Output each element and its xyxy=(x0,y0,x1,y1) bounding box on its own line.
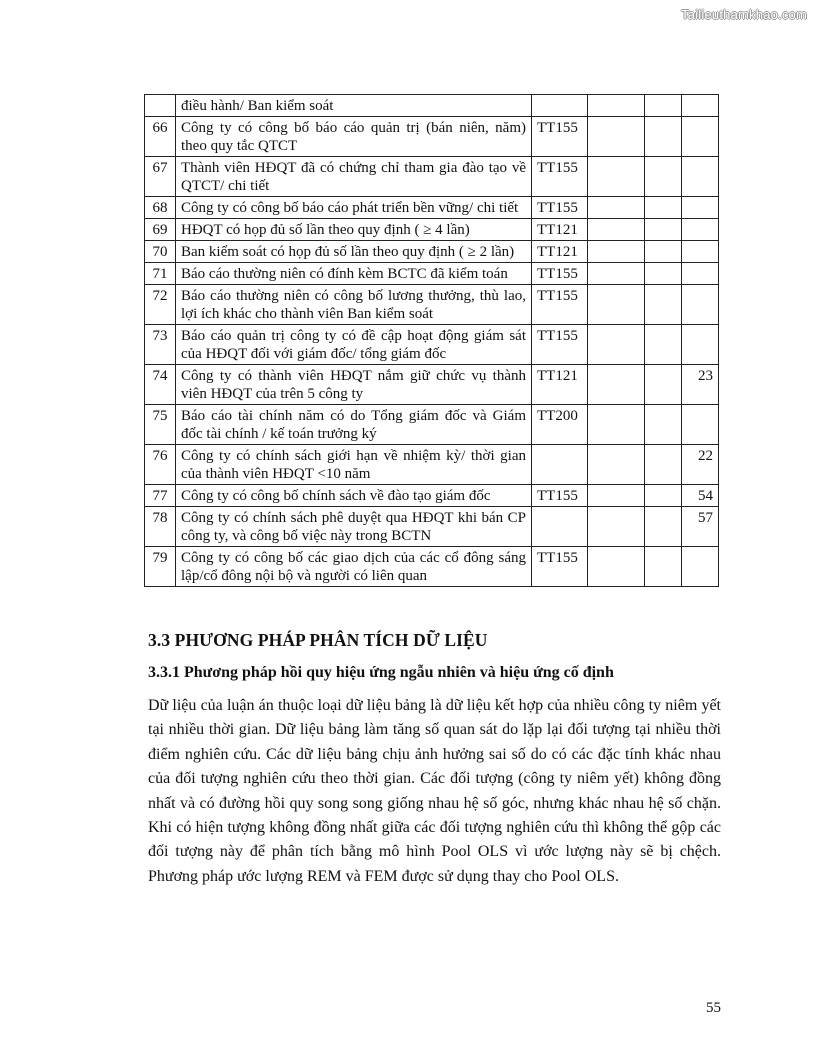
cell-b xyxy=(645,445,682,485)
cell-a xyxy=(588,365,645,405)
cell-b xyxy=(645,285,682,325)
row-number: 76 xyxy=(145,445,176,485)
criterion-text: Báo cáo thường niên có đính kèm BCTC đã kiểm toán xyxy=(176,263,532,285)
row-number: 75 xyxy=(145,405,176,445)
cell-c: 23 xyxy=(682,365,719,405)
table-row xyxy=(145,445,719,485)
cell-c xyxy=(682,325,719,365)
cell-c xyxy=(682,95,719,117)
cell-a xyxy=(588,157,645,197)
row-number: 68 xyxy=(145,197,176,219)
source-code: TT155 xyxy=(532,547,588,587)
criterion-text: Công ty có chính sách giới hạn về nhiệm kỳ/ thời gian của thành viên HĐQT <10 năm xyxy=(176,445,532,485)
cell-a xyxy=(588,285,645,325)
cell-c xyxy=(682,219,719,241)
source-code xyxy=(532,445,588,485)
row-number: 78 xyxy=(145,507,176,547)
source-code: TT155 xyxy=(532,197,588,219)
cell-a xyxy=(588,547,645,587)
source-code: TT155 xyxy=(532,157,588,197)
table-row xyxy=(145,485,719,507)
source-code: TT121 xyxy=(532,241,588,263)
source-code xyxy=(532,507,588,547)
criterion-text: Công ty có công bố báo cáo quản trị (bán niên, năm) theo quy tắc QTCT xyxy=(176,117,532,157)
row-number: 73 xyxy=(145,325,176,365)
cell-b xyxy=(645,507,682,547)
cell-c xyxy=(682,547,719,587)
section-title: 3.3 PHƯƠNG PHÁP PHÂN TÍCH DỮ LIỆU xyxy=(148,630,488,650)
criterion-text: Báo cáo tài chính năm có do Tổng giám đốc và Giám đốc tài chính / kế toán trưởng ký xyxy=(176,405,532,445)
cell-b xyxy=(645,405,682,445)
cell-a xyxy=(588,263,645,285)
table-row xyxy=(145,285,719,325)
table-row xyxy=(145,405,719,445)
row-number: 69 xyxy=(145,219,176,241)
cell-b xyxy=(645,219,682,241)
cell-b xyxy=(645,547,682,587)
cell-c: 54 xyxy=(682,485,719,507)
cell-c xyxy=(682,157,719,197)
cell-c: 57 xyxy=(682,507,719,547)
cell-b xyxy=(645,365,682,405)
cell-a xyxy=(588,445,645,485)
table-row xyxy=(145,507,719,547)
cell-a xyxy=(588,325,645,365)
cell-a xyxy=(588,485,645,507)
row-number: 77 xyxy=(145,485,176,507)
criterion-text: Công ty có thành viên HĐQT nắm giữ chức vụ thành viên HĐQT của trên 5 công ty xyxy=(176,365,532,405)
row-number: 67 xyxy=(145,157,176,197)
cell-b xyxy=(645,117,682,157)
page-number: 55 xyxy=(706,1000,721,1016)
source-code: TT155 xyxy=(532,285,588,325)
row-number: 79 xyxy=(145,547,176,587)
row-number: 74 xyxy=(145,365,176,405)
table-row xyxy=(145,117,719,157)
table-row xyxy=(145,95,719,117)
row-number: 71 xyxy=(145,263,176,285)
cell-b xyxy=(645,241,682,263)
row-number: 70 xyxy=(145,241,176,263)
table-row xyxy=(145,219,719,241)
criterion-text: Báo cáo thường niên có công bố lương thưởng, thù lao, lợi ích khác cho thành viên Ban kiểm soát xyxy=(176,285,532,325)
cell-c xyxy=(682,263,719,285)
cell-b xyxy=(645,197,682,219)
source-code: TT121 xyxy=(532,219,588,241)
criteria-table xyxy=(144,94,719,587)
watermark: Tailieuthamkhao.com xyxy=(681,7,807,22)
criterion-text: điều hành/ Ban kiểm soát xyxy=(176,95,532,117)
cell-c xyxy=(682,405,719,445)
cell-b xyxy=(645,263,682,285)
cell-a xyxy=(588,507,645,547)
criterion-text: Công ty có công bố các giao dịch của các cổ đông sáng lập/cổ đông nội bộ và người có liên quan xyxy=(176,547,532,587)
table-row xyxy=(145,157,719,197)
criterion-text: Công ty có công bố chính sách về đào tạo giám đốc xyxy=(176,485,532,507)
source-code: TT121 xyxy=(532,365,588,405)
table-row xyxy=(145,365,719,405)
cell-c: 22 xyxy=(682,445,719,485)
criterion-text: Công ty có chính sách phê duyệt qua HĐQT khi bán CP công ty, và công bố việc này trong BCTN xyxy=(176,507,532,547)
criterion-text: Thành viên HĐQT đã có chứng chỉ tham gia đào tạo về QTCT/ chi tiết xyxy=(176,157,532,197)
cell-a xyxy=(588,241,645,263)
cell-a xyxy=(588,95,645,117)
criterion-text: Công ty có công bố báo cáo phát triển bền vững/ chi tiết xyxy=(176,197,532,219)
cell-a xyxy=(588,405,645,445)
cell-c xyxy=(682,285,719,325)
subsection-title: 3.3.1 Phương pháp hồi quy hiệu ứng ngẫu nhiên và hiệu ứng cố định xyxy=(148,664,614,681)
row-number xyxy=(145,95,176,117)
source-code: TT155 xyxy=(532,325,588,365)
cell-a xyxy=(588,219,645,241)
table-row xyxy=(145,241,719,263)
table-row xyxy=(145,197,719,219)
cell-c xyxy=(682,197,719,219)
cell-b xyxy=(645,325,682,365)
criterion-text: Báo cáo quản trị công ty có đề cập hoạt động giám sát của HĐQT đối với giám đốc/ tổng giám đốc xyxy=(176,325,532,365)
criteria-table-body xyxy=(145,95,719,587)
row-number: 66 xyxy=(145,117,176,157)
cell-a xyxy=(588,117,645,157)
source-code: TT200 xyxy=(532,405,588,445)
source-code: TT155 xyxy=(532,263,588,285)
row-number: 72 xyxy=(145,285,176,325)
source-code: TT155 xyxy=(532,117,588,157)
cell-a xyxy=(588,197,645,219)
table-row xyxy=(145,263,719,285)
criterion-text: HĐQT có họp đủ số lần theo quy định ( ≥ 4 lần) xyxy=(176,219,532,241)
cell-b xyxy=(645,95,682,117)
body-paragraph: Dữ liệu của luận án thuộc loại dữ liệu bảng là dữ liệu kết hợp của nhiều công ty niêm yết tại nhiều thời gian. Dữ liệu bảng làm tăng số quan sát do lặp lại đối tượng tại nhiều thời điểm nghiên cứu. Các dữ liệu bảng chịu ảnh hưởng sai số do có các đặc tính khác nhau của đối tượng nghiên cứu theo thời gian. Các đối tượng (công ty niêm yết) không đồng nhất và có đường hồi quy song song giống nhau hệ số góc, nhưng khác nhau hệ số chặn. Khi có hiện tượng không đồng nhất giữa các đối tượng nghiên cứu thì không thể gộp các đối tượng này để phân tích bằng mô hình Pool OLS vì ước lượng này sẽ bị chệch. Phương pháp ước lượng REM và FEM được sử dụng thay cho Pool OLS. xyxy=(148,697,721,885)
table-row xyxy=(145,547,719,587)
source-code: TT155 xyxy=(532,485,588,507)
source-code xyxy=(532,95,588,117)
cell-b xyxy=(645,485,682,507)
cell-c xyxy=(682,241,719,263)
cell-b xyxy=(645,157,682,197)
criterion-text: Ban kiểm soát có họp đủ số lần theo quy định ( ≥ 2 lần) xyxy=(176,241,532,263)
cell-c xyxy=(682,117,719,157)
table-row xyxy=(145,325,719,365)
